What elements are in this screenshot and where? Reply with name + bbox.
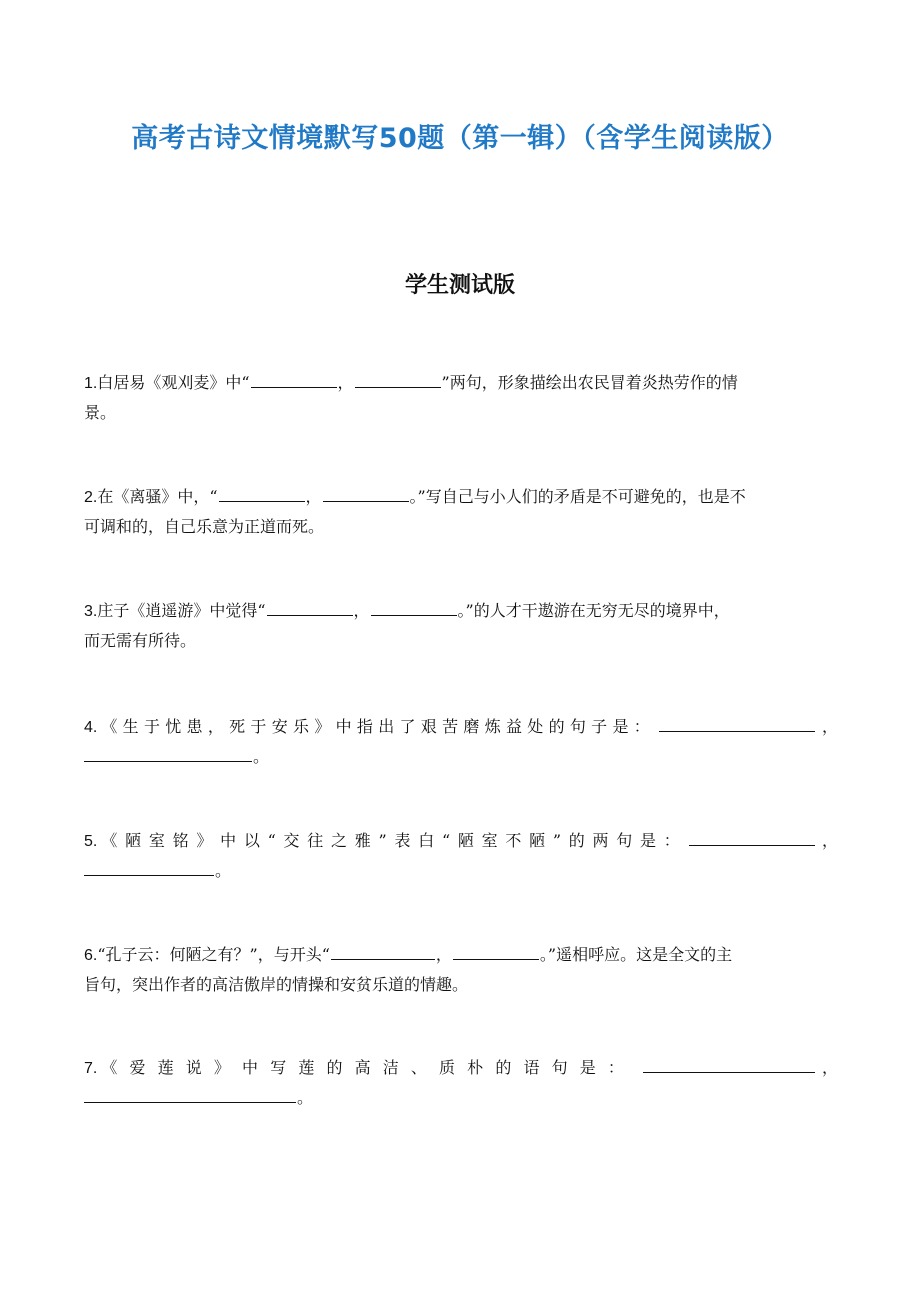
text-character: 生 [122, 717, 139, 736]
text-character: 的 [568, 831, 585, 850]
text-character: 《 [101, 831, 118, 850]
text-character: 炼 [484, 717, 501, 736]
question-number: 4. [84, 719, 98, 736]
question-3-line-2: 而无需有所待。 [84, 631, 197, 650]
text-character: 《 [101, 717, 118, 736]
question-text: “孔子云：何陋之有？”，与开头“ [97, 945, 330, 964]
text-character: 、 [410, 1058, 427, 1077]
question-number: 3. [84, 603, 98, 620]
question-1-line-2: 景。 [84, 403, 117, 422]
text-character: 》 [196, 831, 213, 850]
separator: ， [435, 945, 452, 964]
text-character: 是 [640, 831, 657, 850]
text-character: 于 [143, 717, 160, 736]
text-character: 忧 [165, 717, 182, 736]
question-2-line-2: 可调和的，自己乐意为正道而死。 [84, 517, 325, 536]
answer-blank[interactable] [267, 599, 353, 616]
separator: ， [305, 487, 322, 506]
text-character: 子 [591, 717, 608, 736]
text-character: 苦 [442, 717, 459, 736]
question-text [101, 1053, 624, 1082]
question-5 [84, 826, 838, 885]
text-character: ” [552, 831, 562, 850]
text-character: 之 [331, 831, 348, 850]
separator: 。 [297, 1088, 314, 1107]
text-character: 高 [354, 1058, 371, 1077]
question-number: 6. [84, 947, 98, 964]
text-character: 的 [548, 717, 565, 736]
question-text: 。”遥相呼应。这是全文的主 [539, 945, 733, 964]
answer-blank[interactable] [84, 745, 252, 762]
text-character: 室 [481, 831, 498, 850]
text-character: 白 [418, 831, 435, 850]
text-character: 死 [229, 717, 246, 736]
question-number: 5. [84, 833, 98, 850]
text-character: 写 [270, 1058, 287, 1077]
text-character: 莲 [157, 1058, 174, 1077]
question-4-line-2 [84, 742, 838, 771]
text-character: 不 [505, 831, 522, 850]
answer-blank[interactable] [355, 371, 441, 388]
answer-blank[interactable] [251, 371, 337, 388]
question-4-line-1 [84, 712, 838, 742]
text-character: 中 [335, 717, 352, 736]
question-3 [84, 596, 838, 655]
text-character: 句 [551, 1058, 568, 1077]
question-1-line-1 [84, 368, 838, 398]
text-character: 陋 [457, 831, 474, 850]
answer-blank[interactable] [453, 943, 539, 960]
question-6-line-2: 旨句，突出作者的高洁傲岸的情操和安贫乐道的情趣。 [84, 975, 469, 994]
text-character: “ [267, 831, 276, 850]
text-character: 益 [505, 717, 522, 736]
text-character: 了 [399, 717, 416, 736]
text-character: ， [207, 717, 224, 736]
text-character: ” [378, 831, 387, 850]
answer-blank[interactable] [331, 943, 435, 960]
text-character: 莲 [298, 1058, 315, 1077]
answer-blank[interactable] [659, 715, 815, 732]
text-character: 乐 [293, 717, 310, 736]
answer-blank[interactable] [643, 1056, 815, 1073]
text-character: 陋 [529, 831, 546, 850]
text-character: ： [633, 717, 650, 736]
text-character: 出 [378, 717, 395, 736]
question-5-line-1 [84, 826, 838, 856]
text-character: 是 [579, 1058, 596, 1077]
question-text: 。”写自己与小人们的矛盾是不可避免的，也是不 [409, 487, 746, 506]
question-text [101, 826, 680, 855]
text-character: 室 [148, 831, 165, 850]
question-text [101, 712, 650, 741]
question-7-line-2 [84, 1083, 838, 1112]
text-character: 的 [326, 1058, 343, 1077]
text-character: 处 [527, 717, 544, 736]
answer-blank[interactable] [84, 859, 214, 876]
separator: ， [821, 1058, 838, 1077]
text-character: 《 [101, 1058, 118, 1077]
text-character: 交 [283, 831, 300, 850]
separator: ， [821, 717, 838, 736]
text-character: ： [607, 1058, 624, 1077]
question-2-line-1 [84, 482, 838, 512]
separator: ， [821, 831, 838, 850]
text-character: 的 [495, 1058, 512, 1077]
question-number: 2. [84, 489, 98, 506]
text-character: 句 [569, 717, 586, 736]
question-7-line-1 [84, 1053, 838, 1083]
text-character: 雅 [354, 831, 371, 850]
question-4 [84, 712, 838, 771]
text-character: 安 [271, 717, 288, 736]
question-number: 7. [84, 1060, 98, 1077]
question-3-line-1 [84, 596, 838, 626]
text-character: 爱 [129, 1058, 146, 1077]
text-character: 中 [242, 1058, 259, 1077]
text-character: 朴 [467, 1058, 484, 1077]
text-character: 磨 [463, 717, 480, 736]
text-character: 》 [213, 1058, 230, 1077]
text-character: 患 [186, 717, 203, 736]
text-character: 句 [616, 831, 633, 850]
text-character: 指 [356, 717, 373, 736]
separator: ， [353, 601, 370, 620]
separator: 。 [253, 747, 270, 766]
separator: ， [337, 373, 354, 392]
section-subtitle: 学生测试版 [404, 273, 515, 298]
question-text: 庄子《逍遥游》中觉得“ [97, 601, 266, 620]
text-character: 铭 [172, 831, 189, 850]
text-character: 以 [243, 831, 260, 850]
text-character: ： [663, 831, 680, 850]
question-2 [84, 482, 838, 541]
text-character: “ [441, 831, 451, 850]
text-character: 说 [185, 1058, 202, 1077]
question-text: 白居易《观刈麦》中“ [97, 373, 250, 392]
text-character: 两 [592, 831, 609, 850]
text-character: 是 [612, 717, 629, 736]
answer-blank[interactable] [219, 485, 305, 502]
text-character: 于 [250, 717, 267, 736]
page-title: 高考古诗文情境默写50题（第一辑）（含学生阅读版） [131, 123, 789, 154]
answer-blank[interactable] [689, 829, 815, 846]
text-character: 语 [523, 1058, 540, 1077]
answer-blank[interactable] [323, 485, 409, 502]
text-character: 中 [220, 831, 237, 850]
text-character: 陋 [125, 831, 142, 850]
separator: 。 [215, 861, 232, 880]
question-7 [84, 1053, 838, 1112]
question-6 [84, 940, 838, 999]
text-character: 洁 [382, 1058, 399, 1077]
text-character: 质 [439, 1058, 456, 1077]
answer-blank[interactable] [84, 1086, 296, 1103]
question-1 [84, 368, 838, 427]
text-character: 往 [307, 831, 324, 850]
text-character: 表 [394, 831, 411, 850]
question-6-line-1 [84, 940, 838, 970]
question-number: 1. [84, 375, 98, 392]
text-character: 》 [314, 717, 331, 736]
question-text: ”两句，形象描绘出农民冒着炎热劳作的情 [441, 373, 738, 392]
question-text: 在《离骚》中，“ [97, 487, 218, 506]
text-character: 艰 [420, 717, 437, 736]
answer-blank[interactable] [371, 599, 457, 616]
question-text: 。”的人才干遨游在无穷无尽的境界中， [457, 601, 730, 620]
question-5-line-2 [84, 856, 838, 885]
